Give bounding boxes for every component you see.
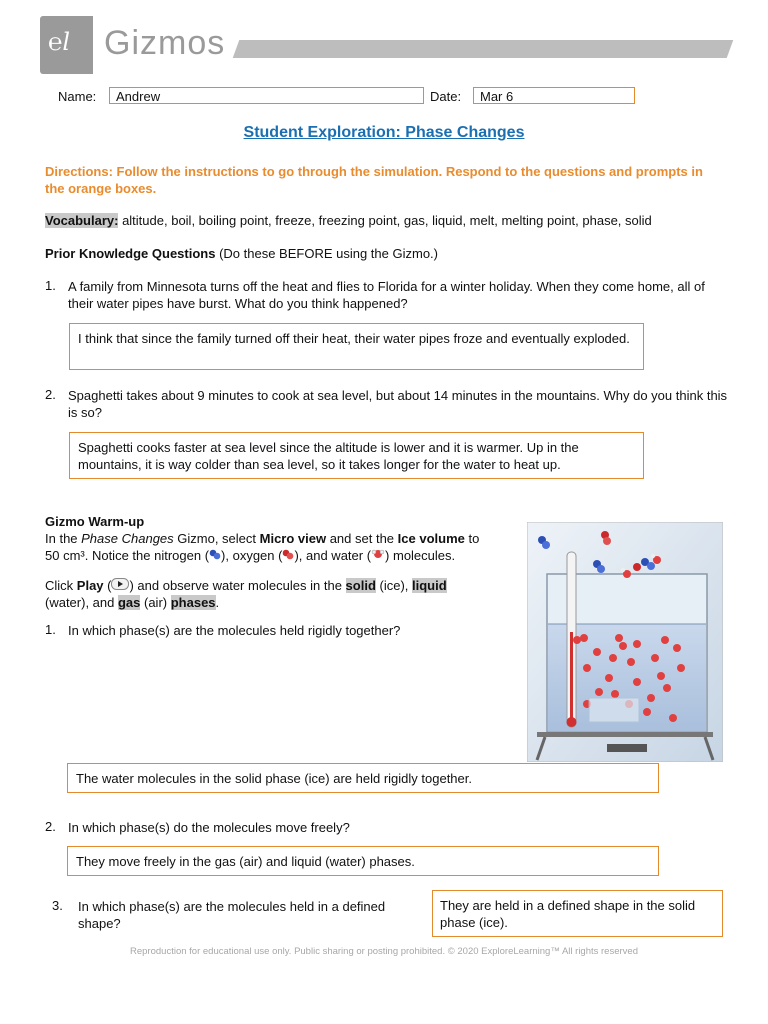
wu-q2-number: 2. [45,819,56,834]
warmup-play-text: (ice), [375,578,413,593]
prior-knowledge-note: (Do these BEFORE using the Gizmo.) [215,246,438,261]
pk-q2-text: Spaghetti takes about 9 minutes to cook at sea level, but about 14 minutes in the mountains. Why do you think this is so? [68,388,728,420]
prior-knowledge-heading [45,245,735,262]
nitrogen-molecule-icon [209,548,221,560]
warmup-intro [45,530,515,564]
warmup-play-text: ( [103,578,112,593]
pk-q2-number: 2. [45,387,56,402]
warmup-play [45,577,515,611]
logo-glyph: ℮l [48,28,71,56]
warmup-intro-text: ), and water ( [294,548,372,563]
wu-q1-text: In which phase(s) are the molecules held rigidly together? [68,623,401,638]
gizmos-logo-mark [40,16,93,74]
header-bar [233,40,734,58]
pk-q2-answer[interactable]: Spaghetti cooks faster at sea level since the altitude is lower and it is warmer. Up in the mountains, it is way colder than sea level, so it takes longer for the water to heat up. [69,432,644,479]
warmup-play-text: ) and observe water molecules in the [129,578,346,593]
warmup-intro-text: to [464,531,480,546]
warmup-intro-text: ) molecules. [385,548,456,563]
warmup-play-text: . [215,595,220,610]
phase-changes-gizmo-image [527,522,723,762]
play-button-icon [111,578,129,590]
pk-q1-number: 1. [45,278,56,293]
wu-q3-number: 3. [52,898,63,913]
gas-term: gas [117,595,141,610]
wu-q3-text: In which phase(s) are the molecules held in a defined shape? [78,899,386,931]
ice-volume-term: Ice volume [397,531,465,546]
solid-term: solid [345,578,376,593]
page-title: Student Exploration: Phase Changes [243,124,525,141]
date-field[interactable]: Mar 6 [473,87,635,104]
liquid-term: liquid [412,578,447,593]
pk-q1-answer[interactable]: I think that since the family turned off their heat, their water pipes froze and eventually exploded. [69,323,644,370]
warmup-intro-text: 50 cm³. Notice the nitrogen ( [45,548,210,563]
footer-copyright: Reproduction for educational use only. Public sharing or posting prohibited. © 2020 ExploreLearning™ All rights reserved [130,946,638,957]
warmup-intro-text: Gizmo, select [173,531,260,546]
name-field[interactable]: Andrew [109,87,424,104]
gizmo-name: Phase Changes [81,531,174,546]
vocabulary-label: Vocabulary: [45,213,119,228]
wu-q3-answer[interactable]: They are held in a defined shape in the solid phase (ice). [432,890,723,937]
vocabulary-terms: altitude, boil, boiling point, freeze, freezing point, gas, liquid, melt, melting point, phase, solid [118,213,652,228]
wu-q2-answer[interactable]: They move freely in the gas (air) and liquid (water) phases. [67,846,659,876]
warmup-heading: Gizmo Warm-up [45,514,145,529]
warmup-play-text: (water), and [45,595,118,610]
warmup-intro-text: and set the [326,531,398,546]
warmup-intro-text: In the [45,531,82,546]
micro-view-term: Micro view [259,531,327,546]
wu-q2-text: In which phase(s) do the molecules move freely? [68,820,350,835]
warmup-intro-text: ), oxygen ( [221,548,283,563]
phases-term: phases [170,595,216,610]
oxygen-molecule-icon [282,548,294,560]
wu-q1-answer[interactable]: The water molecules in the solid phase (ice) are held rigidly together. [67,763,659,793]
play-term: Play [76,578,104,593]
prior-knowledge-title: Prior Knowledge Questions [45,246,216,261]
water-molecule-icon [371,548,385,560]
warmup-play-text: (air) [140,595,171,610]
pk-q1-text: A family from Minnesota turns off the heat and flies to Florida for a winter holiday. When they come home, all of their water pipes have burst. What do you think happened? [68,279,705,311]
wu-q1-number: 1. [45,622,56,637]
vocabulary [45,212,735,229]
name-label: Name: [58,89,97,104]
gizmos-brand: Gizmos [104,24,226,62]
warmup-play-text: Click [45,578,77,593]
date-label: Date: [430,89,462,104]
directions: Directions: Follow the instructions to go through the simulation. Respond to the questions and prompts in the orange boxes. [45,164,703,196]
